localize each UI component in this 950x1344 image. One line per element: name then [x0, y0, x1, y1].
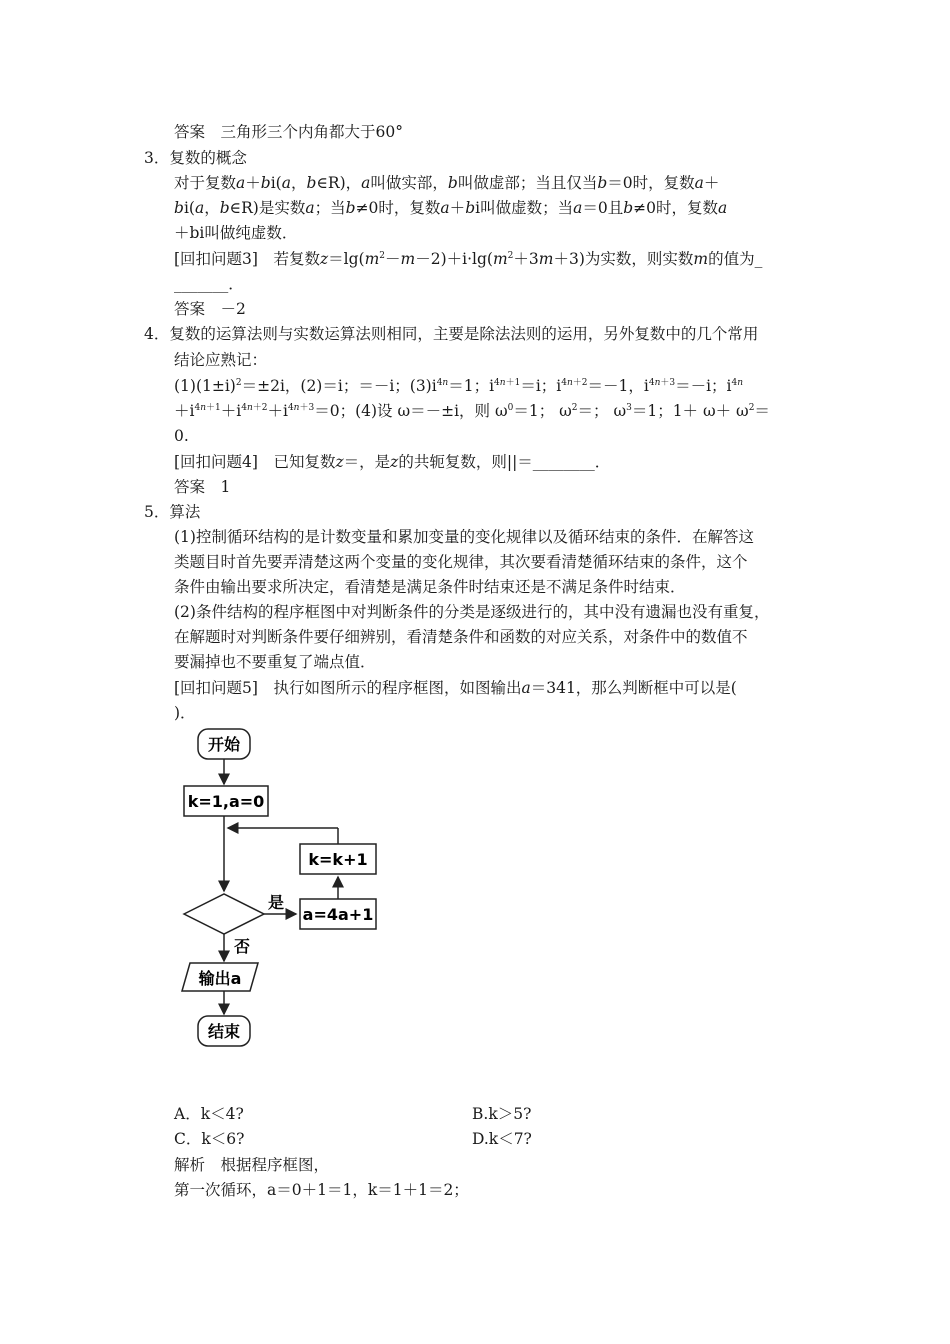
formula-line-3: 0.	[174, 427, 189, 445]
algorithm-line-6: 要漏掉也不要重复了端点值．	[174, 653, 376, 671]
review-question-4-head: [回扣问题4] 已知复数	[174, 453, 336, 471]
review-question-3-blank: _______．	[174, 275, 244, 293]
review-question-4-tail: 的共轭复数，则||＝________．	[398, 453, 611, 471]
algorithm-line-1: (1)控制循环结构的是计数变量和累加变量的变化规律以及循环结束的条件．在解答这	[174, 528, 754, 546]
answer-line-4: 答案 1	[174, 478, 231, 496]
review-question-5-tail: ＝341，那么判断框中可以是(	[530, 679, 737, 697]
update-label: a=4a+1	[302, 905, 374, 924]
step-label: k=k+1	[308, 850, 368, 869]
algorithm-line-5: 在解题时对判断条件要仔细辨别，看清楚条件和函数的对应关系，对条件中的数值不	[174, 628, 748, 646]
analysis-line-1: 解析 根据程序框图，	[174, 1156, 330, 1174]
section-4-heading: 4．复数的运算法则与实数运算法则相同，主要是除法法则的运用，另外复数中的几个常用	[144, 325, 759, 343]
section-5-heading: 5．算法	[144, 503, 201, 521]
review-question-3-end: 的值为	[708, 250, 755, 268]
review-question-3-tail: 为实数，则实数	[584, 250, 694, 268]
end-label: 结束	[207, 1022, 241, 1041]
algorithm-line-4: (2)条件结构的程序框图中对判断条件的分类是逐级进行的，其中没有遗漏也没有重复，	[174, 603, 770, 621]
review-question-3: [回扣问题3] 若复数$z=\lg(m^2-m-2)+i\cdot\lg(m^2+3m+3)$为实数，则实数m的值为_	[174, 250, 763, 268]
review-question-5-end: )．	[174, 704, 196, 722]
complex-definition-line-3: ＋bi叫做纯虚数．	[174, 224, 298, 242]
answer-line-3: 答案 －2	[174, 300, 246, 318]
answer-line-1: 答案 三角形三个内角都大于60°	[174, 123, 403, 141]
review-question-5-head: [回扣问题5] 执行如图所示的程序框图，如图输出	[174, 679, 522, 697]
formula-line-2: $+i^{4n+1}+i^{4n+2}+i^{4n+3}=0$；(4)设 ω＝－±i，则 $\omega^0=1$； $\omega^2=$； $\omega^3=1$；$1+ \omega+ \omega^2=$	[174, 402, 770, 420]
start-label: 开始	[207, 735, 241, 754]
complex-definition-line-1: 对于复数a＋bi(a，b∈R)，a叫做实部，b叫做虚部；当且仅当b＝0时，复数a＋	[174, 174, 720, 192]
output-label: 输出a	[198, 969, 242, 988]
algorithm-line-3: 条件由输出要求所决定，看清楚是满足条件时结束还是不满足条件时结束．	[174, 578, 686, 596]
review-question-4: [回扣问题4] 已知复数z＝，是z的共轭复数，则||＝________．	[174, 453, 611, 471]
condition-diamond	[184, 894, 264, 934]
review-question-4-mid2: 是	[374, 453, 391, 471]
option-c: C．k＜6?	[174, 1130, 245, 1148]
yes-label: 是	[268, 893, 285, 912]
option-d: D.k＜7?	[472, 1130, 532, 1148]
option-b: B.k＞5?	[472, 1105, 532, 1123]
complex-definition-line-2: bi(a，b∈R)是实数a；当b≠0时，复数a＋bi叫做虚数；当a＝0且b≠0时，复数a	[174, 199, 728, 217]
program-flowchart	[178, 726, 388, 1056]
review-question-4-mid: ＝，	[343, 453, 375, 471]
analysis-line-2: 第一次循环，a＝0＋1＝1，k＝1＋1＝2；	[174, 1181, 469, 1199]
review-question-5: [回扣问题5] 执行如图所示的程序框图，如图输出a＝341，那么判断框中可以是(	[174, 679, 737, 697]
option-a: A．k＜4?	[174, 1105, 244, 1123]
formula-line-1: $(1)(1\pm i)^2=\pm 2i$，(2)＝i；＝－i；$(3)i^{4n}=1$；$i^{4n+1}=i$；$i^{4n+2}=-1$，$i^{4n+3}=-i$；$i^{4n}$	[174, 377, 744, 395]
algorithm-line-2: 类题目时首先要弄清楚这两个变量的变化规律，其次要看清楚循环结束的条件，这个	[174, 553, 748, 571]
no-label: 否	[234, 937, 251, 956]
section-4-line-2: 结论应熟记：	[174, 351, 268, 369]
init-label: k=1,a=0	[187, 792, 265, 811]
section-3-heading: 3．复数的概念	[144, 149, 247, 167]
